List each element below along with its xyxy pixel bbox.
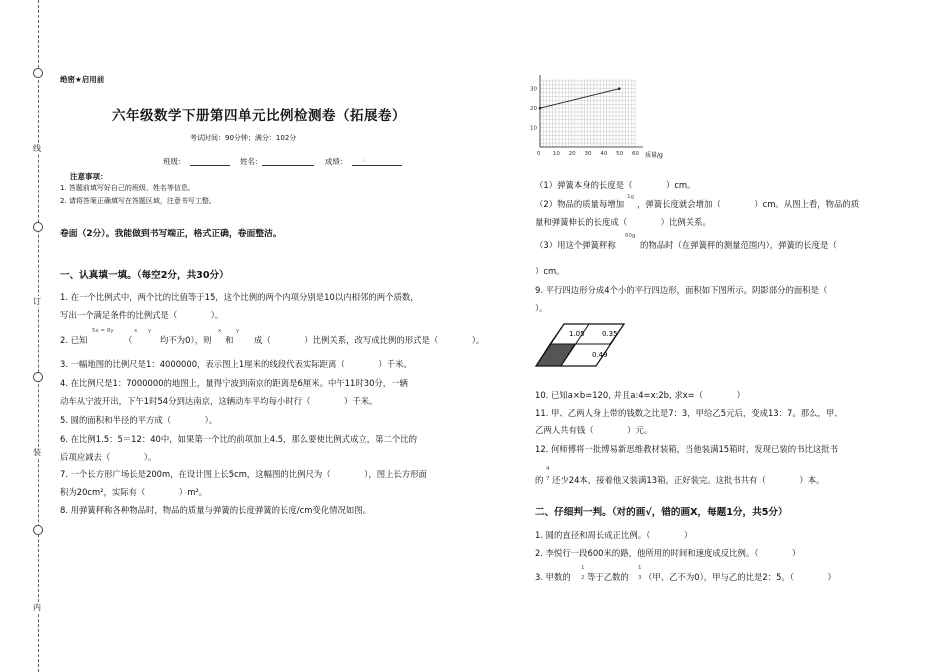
y-tick-label: 20 bbox=[530, 106, 537, 113]
binding-dashed-line bbox=[38, 0, 39, 672]
q4-line1: 4. 在比例尺是1：7000000的地图上，量得宁波到南京的距离是6厘米。中午11时30分，一辆 bbox=[60, 378, 408, 388]
x-tick-label: 60 bbox=[632, 151, 639, 157]
q2-formula: 5x = 8y bbox=[92, 328, 114, 334]
note-item-2: 2. 请将答案正确填写在答题区域，注意书写工整。 bbox=[60, 197, 216, 205]
q2-y2: y bbox=[236, 328, 240, 334]
q2-condition: 均不为0），则 bbox=[160, 335, 212, 345]
notes-heading: 注意事项： bbox=[70, 172, 108, 181]
parallelogram-diagram bbox=[534, 322, 634, 374]
binding-margin bbox=[30, 0, 48, 672]
q2-y: y bbox=[148, 328, 152, 334]
name-field[interactable] bbox=[262, 165, 314, 166]
judge-1: 1. 圆的直径和周长成正比例。（ ） bbox=[535, 530, 693, 540]
section2-heading: 二、仔细判一判。（对的画√，错的画X，每题1分，共5分） bbox=[535, 507, 788, 518]
score-label: 成绩： bbox=[325, 157, 348, 166]
y-tick-label: 10 bbox=[530, 125, 537, 132]
data-point bbox=[618, 87, 621, 90]
binding-hole bbox=[33, 222, 43, 232]
q7-line2: 积为20cm²，实际有（ ）m²。 bbox=[60, 487, 208, 497]
binding-char-line: 线 bbox=[33, 144, 41, 153]
q9-line2: ）。 bbox=[535, 303, 548, 313]
class-field[interactable] bbox=[190, 165, 230, 166]
note-item-1: 1. 答题前填写好自己的班级、姓名等信息。 bbox=[60, 184, 195, 192]
judge-3-f2-den: 3 bbox=[638, 575, 642, 581]
shaded-region bbox=[536, 344, 575, 366]
q11-line1: 11. 甲、乙两人身上带的钱数之比是7：3，甲给乙5元后，变成13：7。那么，甲、 bbox=[535, 408, 843, 418]
q12-line1: 12. 何师傅将一批博易新思维教材装箱，当他装满15箱时，发现已装的书比这批书 bbox=[535, 444, 839, 454]
q2-x2: x bbox=[218, 328, 222, 334]
binding-hole bbox=[33, 372, 43, 382]
q12-rest: 还少24本，接着他又装满13箱，正好装完。这批书共有（ ）本。 bbox=[552, 475, 825, 485]
area-label-2: 0.35 bbox=[602, 330, 618, 338]
q2-prefix: 2. 已知 bbox=[60, 335, 88, 345]
q1-line1: 1. 在一个比例式中，两个比的比值等于15，这个比例的两个内项分别是10以内相邻的两个质数， bbox=[60, 292, 419, 302]
area-label-3: 0.49 bbox=[592, 351, 608, 359]
q8-part2-rest: ，弹簧长度就会增加（ ）cm。从图上看，物品的质 bbox=[637, 199, 860, 209]
x-tick-label: 50 bbox=[616, 151, 624, 157]
q8-part2-sup: 1g bbox=[627, 194, 634, 200]
q6-line2: 后项应减去（ ）。 bbox=[60, 452, 157, 462]
class-label: 班级： bbox=[163, 157, 186, 166]
neatness-note: 卷面（2分）。我能做到书写端正，格式正确，卷面整洁。 bbox=[60, 229, 282, 239]
binding-char-inner: 内 bbox=[33, 603, 41, 612]
spring-chart bbox=[525, 75, 675, 165]
q11-line2: 乙两人共有钱（ ）元。 bbox=[535, 425, 653, 435]
chart-axes bbox=[540, 75, 643, 147]
q2-and: 和 bbox=[225, 335, 234, 345]
score-field[interactable] bbox=[352, 165, 402, 166]
x-tick-label: 0 bbox=[537, 151, 541, 157]
q2-rest: 成（ ）比例关系，改写成比例的形式是（ ）。 bbox=[254, 335, 485, 345]
q2-open: （ bbox=[124, 335, 133, 345]
q4-line2: 动车从宁波开出，下午1时54分到达南京，这辆动车平均每小时行（ ）千米。 bbox=[60, 396, 378, 406]
q6-line1: 6. 在比例1.5：5＝12：40中，如果第一个比的前项加上4.5，那么要使比例式成立，第二个比的 bbox=[60, 434, 418, 444]
binding-char-bind: 订 bbox=[33, 297, 41, 306]
q1-line2: 写出一个满足条件的比例式是（ ）。 bbox=[60, 310, 224, 320]
y-tick-label: 30 bbox=[530, 86, 537, 93]
q10: 10. 已知a×b=120, 并且a:4=x:2b, 求x=（ ） bbox=[535, 390, 745, 400]
q9-line1: 9. 平行四边形分成4个小的平行四边形，面积如下图所示。阴影部分的面积是（ bbox=[535, 285, 828, 295]
chart-xlabel: 质量/g bbox=[645, 152, 663, 159]
judge-3-f2-num: 1 bbox=[638, 565, 642, 571]
judge-3-f1-den: 2 bbox=[581, 575, 585, 581]
exam-time-info: 考试时间：90分钟；满分：102分 bbox=[190, 134, 297, 142]
q8-part2-prefix: （2）物品的质量每增加 bbox=[535, 199, 625, 209]
judge-3-rest: （甲、乙不为0），甲与乙的比是2：5。（ ） bbox=[644, 572, 836, 582]
secret-label: 绝密★启用前 bbox=[60, 75, 105, 84]
page-title: 六年级数学下册第四单元比例检测卷（拓展卷） bbox=[112, 108, 406, 124]
q8-part3-line2: ）cm。 bbox=[535, 266, 565, 276]
q12-frac-num: 4 bbox=[546, 466, 550, 472]
data-point bbox=[539, 107, 542, 110]
binding-hole bbox=[33, 525, 43, 535]
binding-char-pack: 装 bbox=[33, 448, 41, 457]
section1-heading: 一、认真填一填。（每空2分，共30分） bbox=[60, 270, 229, 281]
area-label-1: 1.05 bbox=[569, 330, 585, 338]
x-tick-label: 40 bbox=[600, 151, 608, 157]
score-mark: 。 bbox=[362, 153, 371, 163]
x-tick-label: 20 bbox=[568, 151, 576, 157]
binding-hole bbox=[33, 68, 43, 78]
q8-part3-sup: 60g bbox=[625, 233, 636, 239]
judge-3-f1-num: 1 bbox=[581, 565, 585, 571]
judge-3-mid: 等于乙数的 bbox=[587, 572, 629, 582]
name-label: 姓名： bbox=[240, 157, 263, 166]
q12-prefix: 的 bbox=[535, 475, 544, 485]
q8-part1: （1）弹簧本身的长度是（ ）cm。 bbox=[535, 180, 696, 190]
judge-3-prefix: 3. 甲数的 bbox=[535, 572, 571, 582]
q3: 3. 一幅地图的比例尺是1：4000000，表示图上1厘米的线段代表实际距离（ ）千米。 bbox=[60, 359, 412, 369]
q5: 5. 圆的面积和半径的平方成（ ）。 bbox=[60, 415, 218, 425]
q8: 8. 用弹簧秤称各种物品时，物品的质量与弹簧的长度弹簧的长度/cm变化情况如图。 bbox=[60, 505, 371, 515]
x-tick-label: 10 bbox=[552, 151, 560, 157]
chart-series-line bbox=[540, 89, 619, 108]
q12-frac-den: 7 bbox=[546, 476, 550, 482]
q8-part3-rest: 的物品时（在弹簧秤的测量范围内），弹簧的长度是（ bbox=[640, 240, 837, 250]
q2-x: x bbox=[134, 328, 138, 334]
q8-part3-prefix: （3）用这个弹簧秤称 bbox=[535, 240, 616, 250]
x-tick-label: 30 bbox=[584, 151, 592, 157]
judge-2: 2. 李悦行一段600米的路，他所用的时间和速度成反比例。（ ） bbox=[535, 548, 801, 558]
q8-part2-line2: 量和弹簧伸长的长度成（ ）比例关系。 bbox=[535, 217, 711, 227]
chart-grid bbox=[540, 79, 635, 147]
q7-line1: 7. 一个长方形广场长是200m，在设计图上长5cm，这幅图的比例尺为（ ），图上长方形面 bbox=[60, 469, 427, 479]
